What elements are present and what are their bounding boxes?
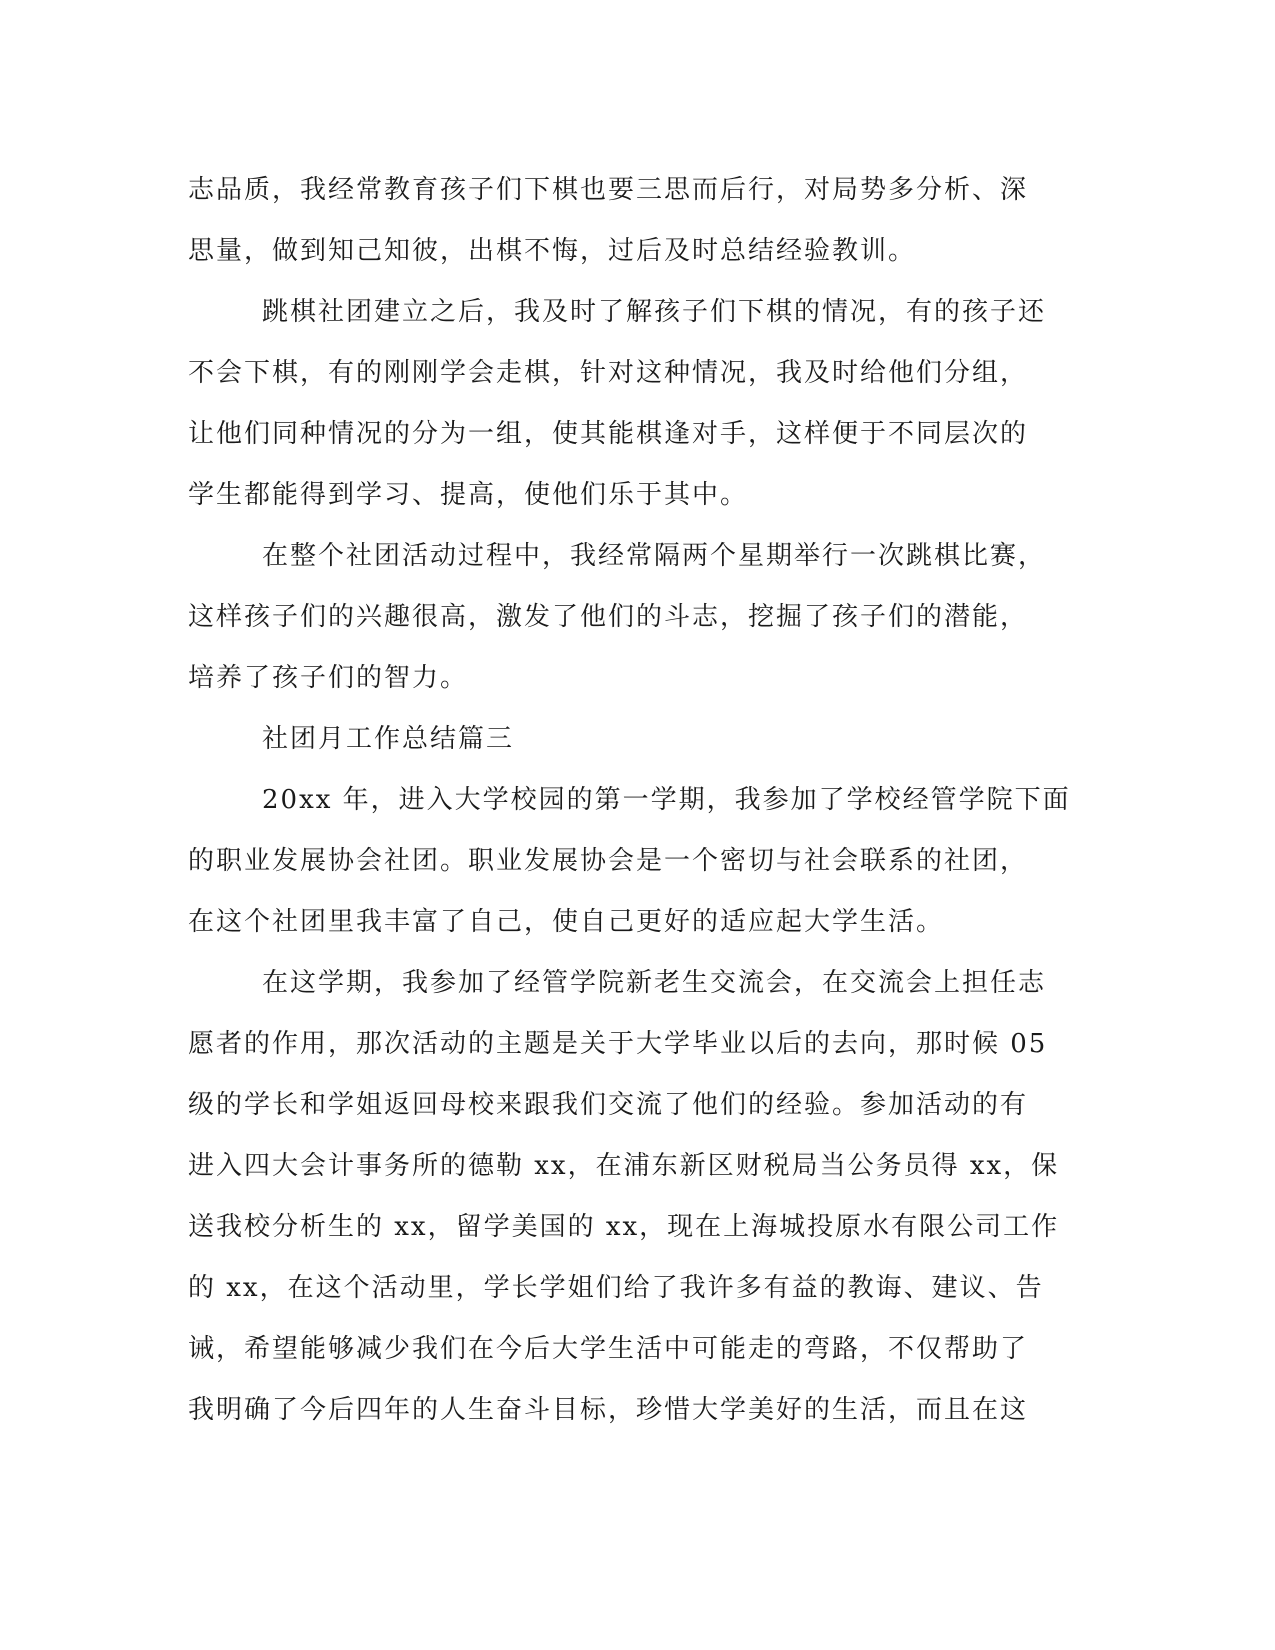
text-line: 让他们同种情况的分为一组，使其能棋逢对手，这样便于不同层次的 xyxy=(188,419,1029,449)
text-line: 培养了孩子们的智力。 xyxy=(188,663,469,693)
text-line: 在整个社团活动过程中，我经常隔两个星期举行一次跳棋比赛， xyxy=(262,541,1047,571)
section-heading: 社团月工作总结篇三 xyxy=(262,724,515,754)
text-line: 的 xx，在这个活动里，学长学姐们给了我许多有益的教诲、建议、告 xyxy=(188,1273,1044,1303)
text-line: 志品质，我经常教育孩子们下棋也要三思而后行，对局势多分析、深 xyxy=(188,175,1029,205)
document-body xyxy=(188,160,1088,1441)
text-line: 学生都能得到学习、提高，使他们乐于其中。 xyxy=(188,480,749,510)
text-line: 20xx 年，进入大学校园的第一学期，我参加了学校经管学院下面 xyxy=(262,785,1071,815)
text-line: 进入四大会计事务所的德勒 xx，在浦东新区财税局当公务员得 xx，保 xyxy=(188,1151,1060,1181)
text-line: 跳棋社团建立之后，我及时了解孩子们下棋的情况，有的孩子还 xyxy=(262,297,1047,327)
text-line: 这样孩子们的兴趣很高，激发了他们的斗志，挖掘了孩子们的潜能， xyxy=(188,602,1029,632)
text-line: 在这个社团里我丰富了自己，使自己更好的适应起大学生活。 xyxy=(188,907,945,937)
text-line: 不会下棋，有的刚刚学会走棋，针对这种情况，我及时给他们分组， xyxy=(188,358,1029,388)
text-line: 诫，希望能够减少我们在今后大学生活中可能走的弯路，不仅帮助了 xyxy=(188,1334,1029,1364)
text-line: 级的学长和学姐返回母校来跟我们交流了他们的经验。参加活动的有 xyxy=(188,1090,1029,1120)
text-line: 愿者的作用，那次活动的主题是关于大学毕业以后的去向，那时候 05 xyxy=(188,1029,1048,1059)
text-line: 我明确了今后四年的人生奋斗目标，珍惜大学美好的生活，而且在这 xyxy=(188,1395,1029,1425)
text-line: 送我校分析生的 xx，留学美国的 xx，现在上海城投原水有限公司工作 xyxy=(188,1212,1060,1242)
text-line: 思量，做到知己知彼，出棋不悔，过后及时总结经验教训。 xyxy=(188,236,917,266)
text-line: 的职业发展协会社团。职业发展协会是一个密切与社会联系的社团， xyxy=(188,846,1029,876)
text-line: 在这学期，我参加了经管学院新老生交流会，在交流会上担任志 xyxy=(262,968,1047,998)
